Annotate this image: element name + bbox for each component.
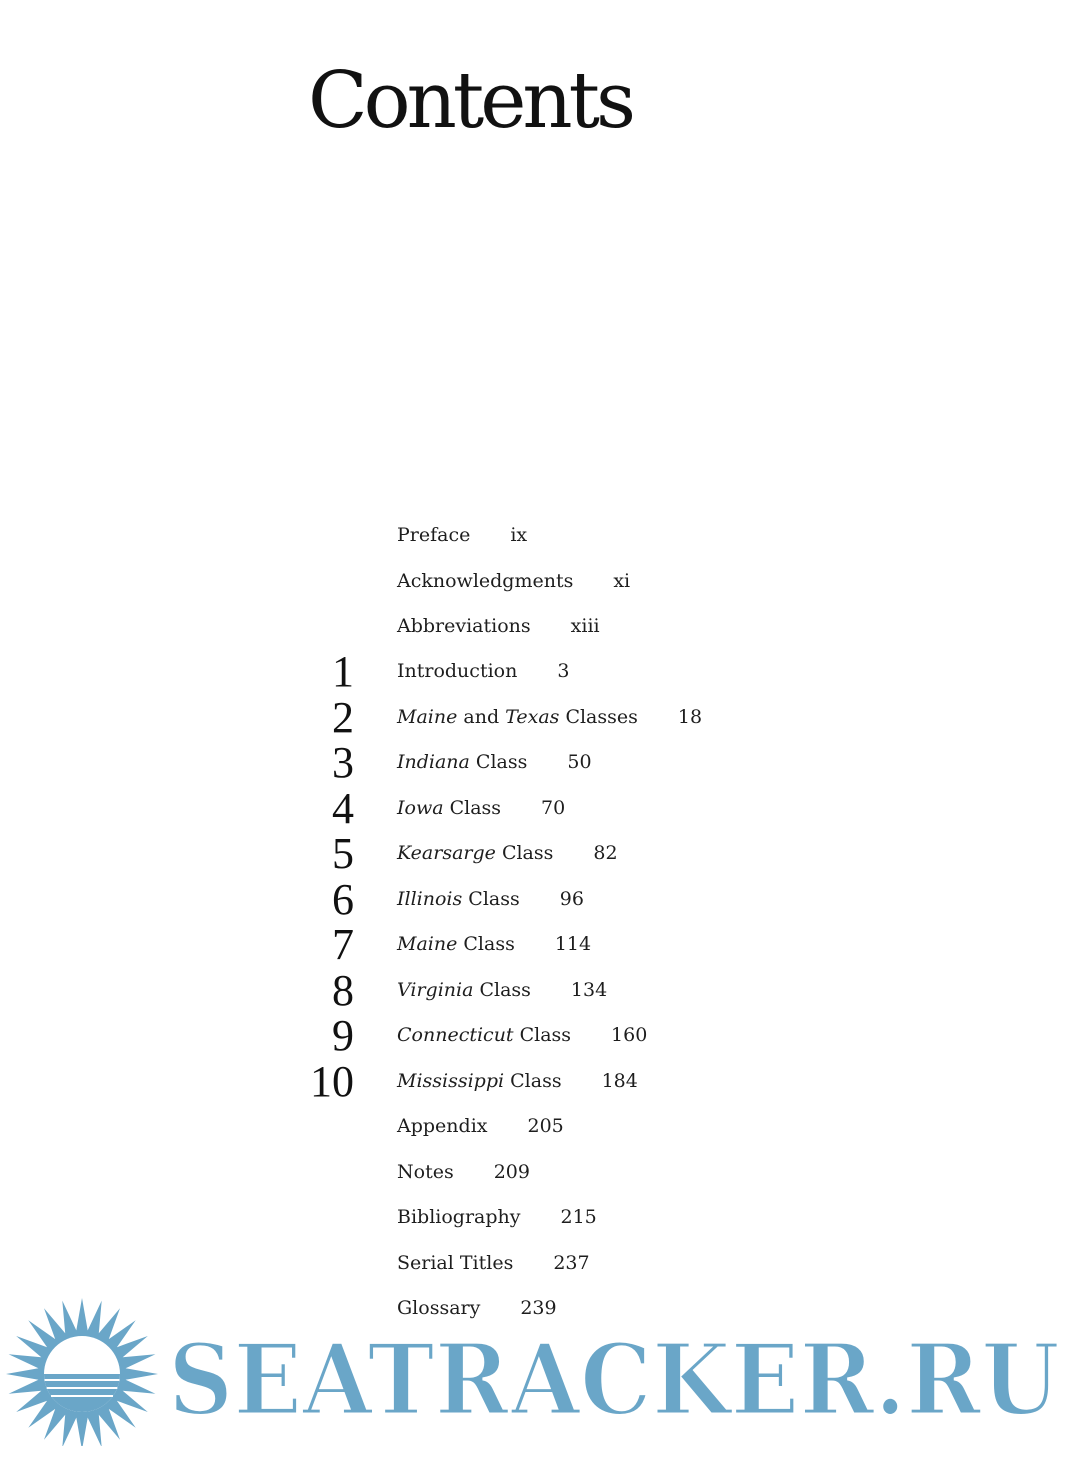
toc-page-number: 237 [553, 1252, 590, 1274]
toc-page-number: xi [613, 570, 631, 592]
toc-row [0, 966, 1080, 1015]
toc-row [0, 1202, 1080, 1242]
toc-entry-title: Bibliography [397, 1206, 521, 1228]
chapter-number: 6 [332, 875, 354, 924]
toc-entry-title: Maine [397, 706, 458, 728]
page-title: Contents [308, 56, 632, 146]
toc-entry-title: Appendix [397, 1115, 488, 1137]
toc-entry-title: Abbreviations [397, 615, 531, 637]
toc-page-number: ix [510, 524, 528, 546]
toc-page-number: 3 [557, 660, 570, 682]
toc-entry[interactable] [397, 1117, 564, 1136]
toc-page-number: 239 [520, 1297, 557, 1319]
toc-entry-title: Classes [559, 706, 638, 728]
toc-row [0, 611, 1080, 651]
toc-entry[interactable] [397, 799, 565, 818]
toc-row [0, 738, 1080, 787]
toc-page-number: 82 [593, 842, 618, 864]
toc-entry-title: Preface [397, 524, 471, 546]
toc-entry-title: Acknowledgments [397, 570, 574, 592]
toc-entry-title: Notes [397, 1161, 454, 1183]
toc-entry-title: Class [462, 888, 520, 910]
toc-entry[interactable] [397, 1026, 647, 1045]
toc-entry[interactable] [397, 1163, 530, 1182]
toc-row [0, 1111, 1080, 1151]
toc-entry-title: Kearsarge [397, 842, 496, 864]
chapter-number: 10 [310, 1057, 354, 1106]
toc-row [0, 566, 1080, 606]
toc-entry-title: Iowa [397, 797, 444, 819]
toc-row [0, 693, 1080, 742]
toc-page-number: 70 [541, 797, 566, 819]
toc-row [0, 1011, 1080, 1060]
toc-page-number: 114 [554, 933, 592, 955]
toc-entry-title: Serial Titles [397, 1252, 514, 1274]
toc-page-number: 205 [527, 1115, 564, 1137]
toc-entry[interactable] [397, 572, 630, 591]
chapter-number: 3 [332, 738, 354, 787]
chapter-number: 1 [332, 647, 354, 696]
toc-entry-title: Class [513, 1024, 572, 1046]
toc-entry[interactable] [397, 1208, 597, 1227]
toc-entry-title: Maine [397, 933, 458, 955]
toc-page-number: 50 [567, 751, 592, 773]
toc-page-number: 209 [493, 1161, 530, 1183]
chapter-number: 7 [332, 920, 354, 969]
toc-row [0, 1248, 1080, 1288]
toc-entry[interactable] [397, 1254, 590, 1273]
toc-entry-title: Class [495, 842, 554, 864]
toc-entry-title: Class [469, 751, 528, 773]
toc-entry[interactable] [397, 617, 600, 636]
toc-entry-title: Class [457, 933, 515, 955]
chapter-number: 5 [332, 829, 354, 878]
toc-row [0, 920, 1080, 969]
toc-entry-title: Virginia [397, 979, 474, 1001]
toc-page-number: 18 [677, 706, 703, 728]
chapter-number: 8 [332, 966, 354, 1015]
toc-row [0, 784, 1080, 833]
toc-row [0, 1157, 1080, 1197]
toc-entry-title: Illinois [397, 888, 463, 910]
toc-entry-title: Introduction [397, 660, 518, 682]
toc-entry[interactable] [397, 981, 607, 1000]
toc-page-number: 134 [570, 979, 608, 1001]
toc-row [0, 829, 1080, 878]
toc-entry[interactable] [397, 844, 618, 863]
toc-entry[interactable] [397, 935, 591, 954]
toc-row [0, 1057, 1080, 1106]
toc-entry[interactable] [397, 662, 569, 681]
toc-entry[interactable] [397, 753, 592, 772]
toc-entry-title: Texas [505, 706, 560, 728]
sun-icon [6, 1298, 158, 1446]
chapter-number: 4 [332, 784, 354, 833]
chapter-number: 9 [332, 1011, 354, 1060]
toc-entry[interactable] [397, 708, 702, 727]
toc-entry[interactable] [397, 890, 584, 909]
toc-entry-title: Class [473, 979, 531, 1001]
toc-row [0, 520, 1080, 560]
toc-entry-title: and [457, 706, 506, 728]
toc-entry[interactable] [397, 526, 527, 545]
watermark-text: SEATRACKER.RU [168, 1323, 1060, 1438]
toc-page-number: 184 [601, 1070, 638, 1092]
toc-entry-title: Class [443, 797, 502, 819]
toc-entry-title: Connecticut [397, 1024, 514, 1046]
toc-entry-title: Indiana [397, 751, 470, 773]
toc-entry-title: Glossary [397, 1297, 481, 1319]
toc-row [0, 875, 1080, 924]
toc-page-number: 160 [611, 1024, 648, 1046]
toc-entry-title: Mississippi [397, 1070, 505, 1092]
toc-page-number: 215 [560, 1206, 597, 1228]
chapter-number: 2 [332, 693, 354, 742]
toc-entry[interactable] [397, 1072, 638, 1091]
toc-entry-title: Class [504, 1070, 562, 1092]
toc-row [0, 647, 1080, 696]
toc-page-number: 96 [559, 888, 584, 910]
toc-page-number: xiii [570, 615, 600, 637]
watermark-logo [0, 1296, 1080, 1446]
